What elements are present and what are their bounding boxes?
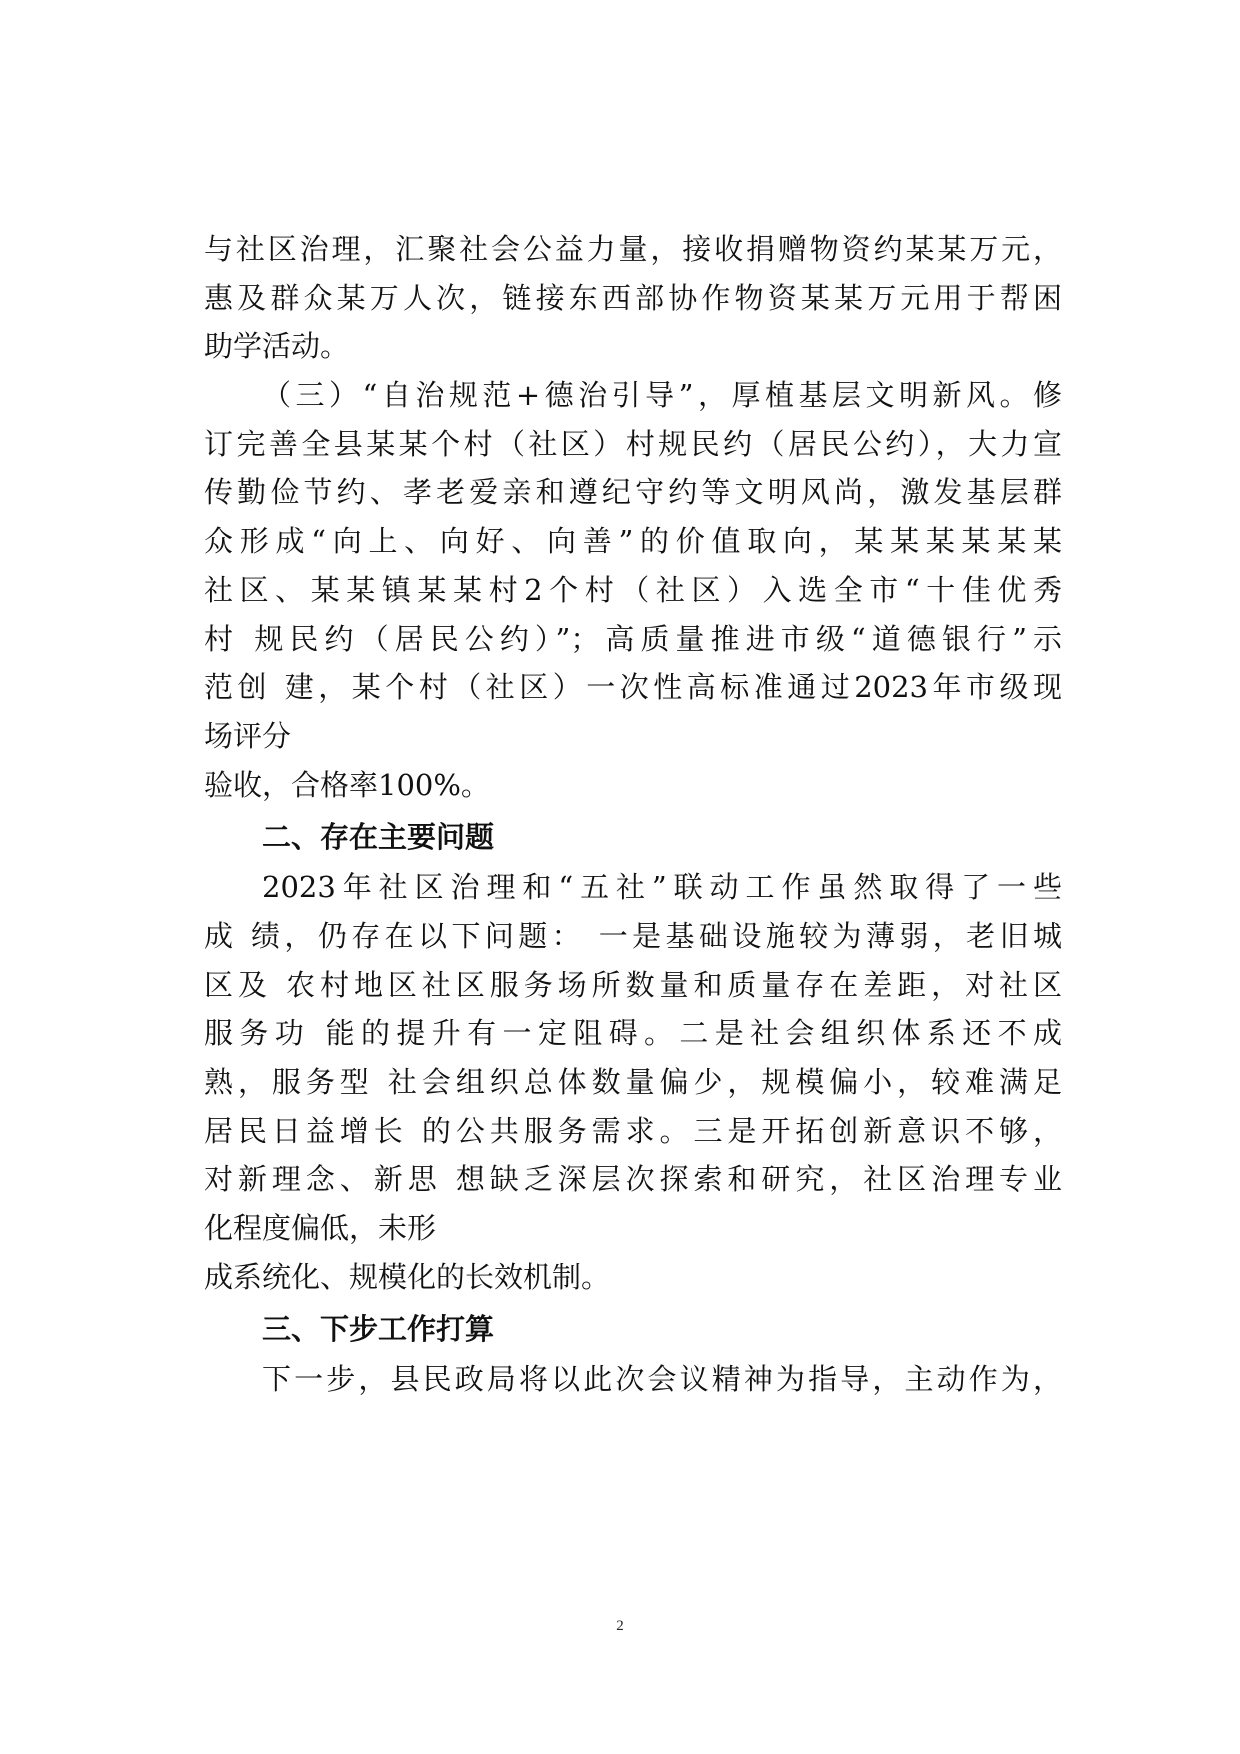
paragraph-line: 成系统化、规模化的长效机制。 [204,1259,611,1294]
paragraph-line: 对新理念、新思 想缺乏深层次探索和研究，社区治理专业 [204,1162,1062,1197]
paragraph-line: 熟，服务型 社会组织总体数量偏少，规模偏小，较难满足 [204,1065,1062,1099]
paragraph-line: 社区、某某镇某某村2个村（社区）入选全市“十佳优秀 [204,572,1062,607]
document-body [204,225,1062,1404]
paragraph-line: 服务功 能的提升有一定阻碍。二是社会组织体系还不成 [204,1016,1062,1051]
paragraph-line: 与社区治理，汇聚社会公益力量，接收捐赠物资约某某万元， [204,232,1062,266]
paragraph-line: 验收，合格率100%。 [204,767,490,802]
paragraph-line: 区及 农村地区社区服务场所数量和质量存在差距，对社区 [204,967,1062,1002]
paragraph-line: 惠及群众某万人次，链接东西部协作物资某某万元用于帮困 [204,280,1062,315]
paragraph-line: 村 规民约（居民公约）”；高质量推进市级“道德银行”示 [204,621,1062,656]
paragraph-line: 传勤俭节约、孝老爱亲和遵纪守约等文明风尚，激发基层群 [204,475,1062,510]
paragraph-line: 众形成“向上、向好、向善”的价值取向，某某某某某某 [204,524,1062,559]
paragraph-line: 助学活动。 [204,329,350,364]
paragraph-line: 成 绩，仍存在以下问题： 一是基础设施较为薄弱，老旧城 [204,918,1062,953]
section-heading: 三、下步工作打算 [262,1312,495,1347]
section-heading: 二、存在主要问题 [262,820,495,855]
paragraph-line: 范创 建，某个村（社区）一次性高标准通过2023年市级现 [204,670,1062,705]
paragraph-line: 下一步，县民政局将以此次会议精神为指导，主动作为， [262,1362,1062,1397]
page-number: 2 [616,1618,624,1634]
paragraph-line: 居民日益增长 的公共服务需求。三是开拓创新意识不够， [204,1113,1062,1148]
paragraph-line: 化程度偏低，未形 [204,1211,437,1246]
paragraph-line: 订完善全县某某个村（社区）村规民约（居民公约），大力宣 [204,426,1062,461]
paragraph-line: 场评分 [204,718,292,753]
paragraph-line: （三）“自治规范+德治引导”，厚植基层文明新风。修 [262,378,1062,413]
paragraph-line: 2023年社区治理和“五社”联动工作虽然取得了一些 [262,870,1062,905]
